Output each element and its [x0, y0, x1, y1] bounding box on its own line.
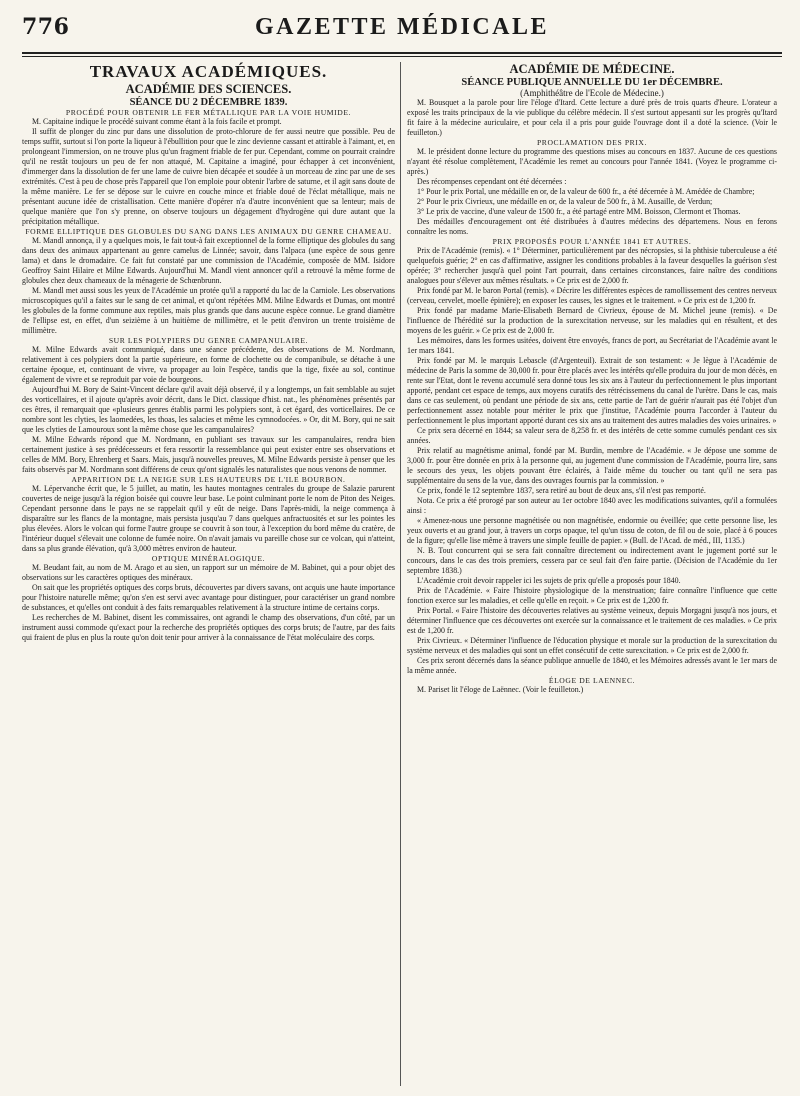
article-paragraph: Prix Civrieux. « Déterminer l'influence de l'éducation physique et morale sur la production de la surexcitation du système nerveux et des maladies qui sont un effet consécutif de cette surexcitation. » Ce prix est de 2,000 fr.: [407, 636, 777, 655]
article-paragraph: « Amenez-nous une personne magnétisée ou non magnétisée, endormie ou éveillée; que cette personne lise, les yeux ouverts et au grand jour, à travers un corps opaque, tel qu'un tissu de coton, de fil ou de soie, placé à 6 pouces de la figure; qu'elle lise même à travers une simple feuille de papier. » (Bull. de l'Acad. de méd., III, 1135.): [407, 516, 777, 545]
article-paragraph: Ces prix seront décernés dans la séance publique annuelle de 1840, et les Mémoires adressés avant le 1er mars de la même année.: [407, 656, 777, 675]
section-title: TRAVAUX ACADÉMIQUES.: [89, 62, 328, 81]
academy-title: ACADÉMIE DE MÉDECINE.: [509, 62, 675, 76]
article-paragraph: 1° Pour le prix Portal, une médaille en or, de la valeur de 600 fr., a été décernée à M. Amédée de Chambre;: [417, 187, 755, 196]
article-paragraph: Prix fondé par madame Marie-Elisabeth Bernard de Civrieux, épouse de M. Michel jeune (remis). « De l'influence de l'hérédité sur la production de la surexcitation nerveuse, sur les maladies qui en résultent, et des moyens de les guérir. » Ce prix est de 2,000 fr.: [407, 306, 777, 335]
seance-title: SÉANCE DU 2 DÉCEMBRE 1839.: [129, 97, 288, 108]
article-paragraph: Prix de l'Académie (remis). « 1° Déterminer, particulièrement par des nécropsies, si la phthisie tuberculeuse a été quelquefois guérie; 2° en cas d'affirmative, assigner les conditions probables à la faveur desquelles la guérison s'est opérée; 3° rechercher jusqu'à quel point l'art pourrait, dans certaines circonstances, faire naître des conditions analogues pour s'élever aux mêmes résultats. » Ce prix est de 2,000 fr.: [407, 246, 777, 285]
article-paragraph: M. Beudant fait, au nom de M. Arago et au sien, un rapport sur un mémoire de M. Babinet, qui a pour objet des observations sur les caractères optiques des minéraux.: [22, 563, 395, 582]
article-paragraph: Prix Portal. « Faire l'histoire des découvertes relatives au système veineux, depuis Morgagni jusqu'à nos jours, et déterminer l'influence que ces découvertes ont exercée sur la connaissance et le traitement de ces maladies. » Ce prix est de 1,200 fr.: [407, 606, 777, 635]
page-header: [22, 14, 782, 48]
article-paragraph: M. Mandl met aussi sous les yeux de l'Académie un protée qu'il a rapporté du lac de la Carniole. Les observations microscopiques qu'il a faites sur le sang de cet animal, et qu'ont répétées MM. Milne Edwards et Dumas, ont montré les globules de la forme commune aux reptiles, mais plus grands que dans aucune espèce connue. Le grand diamètre de l'ellipse est, en effet, d'un seizième à un huitième de millimètre, et le petit d'environ un trente troisième de millimètre.: [22, 286, 395, 335]
article-paragraph: M. Lépervanche écrit que, le 5 juillet, au matin, les hautes montagnes centrales du groupe de Salazie parurent couvertes de neige jusqu'à la région boisée qui couvre leur base. Le point culminant porte le nom de Piton des Neiges. Cependant personne dans le pays ne se rappelait qu'il y eût de neige. Dans l'après-midi, la neige commença à disparaître sur les flancs de la montagne, mais persista jusqu'au 7 dans quelques anfractuosités et sur les pointes les plus élevées. Alors le volcan qui forme l'autre groupe se couvrit à son tour, à l'exception du bord même du cratère, de l'intérieur duquel s'élevait une colonne de fumée noire. On n'avait jamais vu pareille chose sur ce volcan, qui n'atteint, dans sa plus grande élévation, qu'à 3,000 mètres environ de hauteur.: [22, 484, 395, 553]
article-paragraph: Des médailles d'encouragement ont été distribuées à d'autres médecins des départemens. Nous en ferons connaître les noms.: [407, 217, 777, 236]
article-paragraph: 2° Pour le prix Civrieux, une médaille en or, de la valeur de 500 fr., à M. Ausaille, de Verdun;: [417, 197, 713, 206]
article-paragraph: M. Pariset lit l'éloge de Laënnec. (Voir le feuilleton.): [417, 685, 584, 694]
left-sections: [22, 108, 395, 643]
article-paragraph: L'Académie croit devoir rappeler ici les sujets de prix qu'elle a proposés pour 1840.: [417, 576, 681, 585]
article-paragraph: Ce prix, fondé le 12 septembre 1837, sera retiré au bout de deux ans, s'il n'est pas remporté.: [417, 486, 706, 495]
article-paragraph: Nota. Ce prix a été prorogé par son auteur au 1er octobre 1840 avec les modifications suivantes, qu'il a formulées ainsi :: [407, 496, 777, 515]
article-paragraph: Ce prix sera décerné en 1844; sa valeur sera de 8,258 fr. et des intérêts de cette somme cumulés pendant ces six années.: [407, 426, 777, 445]
right-sections: [407, 138, 777, 695]
article-paragraph: Prix fondé par M. le baron Portal (remis). « Décrire les différentes espèces de ramollissement des centres nerveux (cerveau, cervelet, moelle épinière); en exposer les causes, les signes et le traitement. » Ce prix est de 1,200 fr.: [407, 286, 777, 305]
article-heading: PRIX PROPOSÉS POUR L'ANNÉE 1841 ET AUTRES.: [492, 237, 692, 246]
gazette-title: GAZETTE MÉDICALE: [254, 14, 550, 40]
column-divider: [400, 62, 401, 1086]
article-paragraph: Des récompenses cependant ont été décernées :: [417, 177, 567, 186]
article-paragraph: Prix de l'Académie. « Faire l'histoire physiologique de la menstruation; faire connaître l'influence que cette fonction exerce sur les maladies, et celle qu'elle en reçoit. » Ce prix est de 1,200 fr.: [407, 586, 777, 605]
article-heading: SUR LES POLYPIERS DU GENRE CAMPANULAIRE.: [108, 336, 309, 345]
academy-title: ACADÉMIE DES SCIENCES.: [125, 82, 292, 96]
article-heading: OPTIQUE MINÉRALOGIQUE.: [151, 554, 266, 563]
intro-paragraph: M. Bousquet a la parole pour lire l'éloge d'Itard. Cette lecture a duré près de trois quarts d'heure. L'orateur a exposé les traits principaux de la vie publique du célèbre médecin. Il s'est surtout appesanti sur les progrès qu'Itard fit faire à la médecine auriculaire, et pour cela il a pris pour guide l'ouvrage dont il a doté la science. (Voir le feuilleton.): [407, 98, 777, 137]
article-heading: FORME ELLIPTIQUE DES GLOBULES DU SANG DANS LES ANIMAUX DU GENRE CHAMEAU.: [25, 227, 392, 236]
page-number: 776: [22, 14, 70, 40]
left-column: [22, 62, 395, 1088]
seance-title: SÉANCE PUBLIQUE ANNUELLE DU 1er DÉCEMBRE.: [461, 77, 723, 88]
article-heading: ÉLOGE DE LAENNEC.: [548, 676, 636, 685]
article-heading: PROCLAMATION DES PRIX.: [536, 138, 648, 147]
article-paragraph: Les recherches de M. Babinet, disent les commissaires, ont agrandi le champ des observations, d'un côté, par un instrument aussi commode qu'exact pour la recherche des propriétés optiques des corps bruts; de l'autre, par des faits qui fraient de plus en plus la route qu'on doit tenir pour arriver à la connaissance de l'état moléculaire des corps.: [22, 613, 395, 642]
location-caption: (Amphithéâtre de l'Ecole de Médecine.): [520, 88, 664, 98]
article-paragraph: M. le président donne lecture du programme des questions mises au concours en 1837. Aucune de ces questions n'ayant été résolue complètement, l'Académie les remet au concours pour l'année 1841. (Voyez le programme ci-après.): [407, 147, 777, 176]
header-rule: [22, 52, 782, 57]
article-paragraph: Les mémoires, dans les formes usitées, doivent être envoyés, francs de port, au Secrétariat de l'Académie avant le 1er mars 1841.: [407, 336, 777, 355]
right-column: [407, 62, 777, 1088]
article-paragraph: M. Milne Edwards avait communiqué, dans une séance précédente, des observations de M. Nordmann, relativement à ces polypiers dont la partie supérieure, en forme de clochette ou de companibule, se détache à une certaine époque, et, continuant de vivre, va propager au loin l'espèce, tandis que la tige, fixée au sol, continue également de vivre et se reproduit par voie de bourgeons.: [22, 345, 395, 384]
article-paragraph: 3° Le prix de vaccine, d'une valeur de 1500 fr., a été partagé entre MM. Boisson, Clermont et Thomas.: [417, 207, 741, 216]
article-paragraph: Prix relatif au magnétisme animal, fondé par M. Burdin, membre de l'Académie. « Je dépose une somme de 3,000 fr. pour être donnée en prix à la personne qui, au jugement d'une commission de l'Académie, pourra lire, sans le secours des yeux, les objets pouvant être éclairés, à l'aide même du toucher ou tant qu'il ne sera pas supplémentaire du sens de la vue, dans des ouvrages fournis par la commission. »: [407, 446, 777, 485]
article-paragraph: Prix fondé par M. le marquis Lebascle (d'Argenteuil). Extrait de son testament: « Je lègue à l'Académie de médecine de Paris la somme de 30,000 fr. pour être placés avec les intérêts qu'elle produira du jour de mon décès, en rente sur l'Etat, dont le revenu accumulé sera donné tous les six ans à l'auteur du perfectionnement le plus important apporté, pendant cet espace de temps, aux moyens curatifs des rétrécissemens du canal de l'urètre. Dans le cas, mais dans ce cas seulement, où pendant une période de six ans, cette partie de l'art de guérir n'aurait pas été l'objet d'un perfectionnement assez notable pour mériter le prix que j'institue, l'Académie pourra l'accorder à l'auteur du perfectionnement le plus important apporté durant ces six ans au traitement des autres maladies des voies urinaires. »: [407, 356, 777, 425]
article-heading: PROCÉDÉ POUR OBTENIR LE FER MÉTALLIQUE PAR LA VOIE HUMIDE.: [65, 108, 352, 117]
article-paragraph: N. B. Tout concurrent qui se sera fait connaître directement ou indirectement avant le jugement porté sur le concours, dans le cas des trois premiers, cessera par ce seul fait d'en faire partie. (Décision de l'Académie du 1er septembre 1838.): [407, 546, 777, 575]
article-heading: APPARITION DE LA NEIGE SUR LES HAUTEURS DE L'ILE BOURBON.: [71, 475, 346, 484]
article-paragraph: Il suffit de plonger du zinc pur dans une dissolution de proto-chlorure de fer aussi neutre que possible. Peu de temps suffit, surtout si l'on porte la liqueur à l'ébullition pour que le zinc devienne cassant et attirable à l'aimant, et, en prolongeant l'immersion, on ne trouve plus qu'un fragment friable de fer pur. Cependant, comme on pourrait craindre qu'il ne restât toujours un peu de fer non attaqué, M. Capitaine a imaginé, pour échapper à cet inconvénient, d'immerger dans la dissolution de fer une lame de cuivre bien décapée et soudée à un morceau de zinc par une de ses extrémités. C'est à peu de chose près l'appareil que l'on emploie pour obtenir l'arbre de saturne, et il agit sans doute de la même manière. Le fer se dépose sur le cuivre en couche mince et friable doué de l'éclat métallique, mais ne présentant aucune idée de cristallisation. Cette manière d'opérer n'a d'autre inconvénient que sa lenteur; mais de quelque manière que l'on s'y prenne, on observe toujours un dégagement d'hydrogène qui dure autant que la précipitation métallique.: [22, 127, 395, 226]
article-paragraph: On sait que les propriétés optiques des corps bruts, découvertes par divers savans, ont acquis une haute importance pour l'histoire naturelle même; qu'on s'en est servi avec avantage pour distinguer, pour caractériser un grand nombre de substances, et qu'elles ont conduit à des faits remarquables relativement à la structure intime de certains corps.: [22, 583, 395, 612]
article-paragraph: M. Milne Edwards répond que M. Nordmann, en publiant ses travaux sur les campanulaires, rendra bien certainement justice à ses prédécesseurs et fera ressortir la ressemblance qui peut exister entre ses observations et celles de MM. Bory, Ehrenberg et Saars. Mais, jusqu'à nouvelles preuves, M. Milne Edwards persiste à penser que les faits observés par M. Nordmann sont différens de ceux qu'ont signalés les naturalistes que nous venons de nommer.: [22, 435, 395, 474]
article-paragraph: M. Mandl annonça, il y a quelques mois, le fait tout-à fait exceptionnel de la forme elliptique des globules du sang dans deux des animaux appartenant au genre camelus de Linnée; savoir, dans l'alpaca (une espèce de sous genre lama) et dans le dromadaire. Ce fait fut constaté par une commission de l'Académie, composée de MM. Isidore Geoffroy Saint Hilaire et Milne Edwards. Aujourd'hui M. Mandl vient annoncer qu'il a retrouvé la même forme de globules chez deux chameaux de la ménagerie de Schœnbrunn.: [22, 236, 395, 285]
article-paragraph: Aujourd'hui M. Bory de Saint-Vincent déclare qu'il avait déjà observé, il y a longtemps, un fait semblable au sujet des vorticellaires, et il ajoute qu'après avoir décrit, dans le Dict. classique d'hist. nat., les phénomènes présentés par ces êtres, il remarquait que «plusieurs genres établis parmi les polypiers sont, à cet égard, des vorticellaires. De ce nombre sont les clyties, les laomedées, les thoas, les salacies et même les cymnodocées. » Or, dit M. Bory, qui ne sait que les clyties de Lamouroux sont la même chose que les campanulaires?: [22, 385, 395, 434]
article-paragraph: M. Capitaine indique le procédé suivant comme étant à la fois facile et prompt.: [32, 117, 282, 126]
